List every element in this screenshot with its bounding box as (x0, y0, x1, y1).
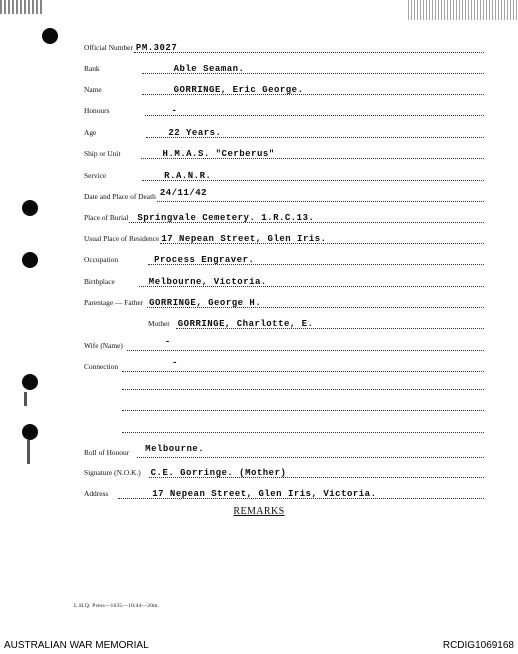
field-label: Rank (84, 64, 100, 73)
field-label: Occupation (84, 255, 119, 264)
scan-artifact-top-left (0, 0, 44, 14)
punch-hole-icon (22, 252, 38, 268)
field-value: Able Seaman. (173, 64, 245, 74)
field-label: Connection (84, 362, 119, 371)
field-label: Wife (Name) (84, 341, 123, 350)
field-value: - (171, 106, 178, 116)
field-value: Melbourne. (145, 444, 205, 454)
field-value: Springvale Cemetery. 1.R.C.13. (137, 213, 315, 223)
field-label: Birthplace (84, 277, 115, 286)
field-occupation (84, 252, 484, 265)
field-official-number (84, 40, 484, 53)
punch-hole-icon (22, 424, 38, 440)
field-rank (84, 61, 484, 74)
field-signature-nok (84, 465, 484, 478)
field-wife-name (84, 338, 484, 351)
field-address (84, 486, 484, 499)
scan-artifact-top-right (408, 0, 518, 20)
field-label: Date and Place of Death (84, 192, 156, 201)
field-age (84, 125, 484, 138)
field-label: Age (84, 128, 97, 137)
field-label: Ship or Unit (84, 149, 121, 158)
field-value: GORRINGE, Eric George. (173, 85, 304, 95)
blank-line (122, 389, 484, 390)
field-value: 17 Nepean Street, Glen Iris, Victoria. (152, 489, 377, 499)
field-name (84, 82, 484, 95)
field-place-of-burial (84, 210, 484, 223)
field-label: Name (84, 85, 102, 94)
field-label: Parentage — Father (84, 298, 144, 307)
field-value: C.E. Gorringe. (Mother) (150, 468, 287, 478)
field-label: Signature (N.O.K.) (84, 468, 141, 477)
blank-line (122, 410, 484, 411)
printer-imprint: L.H.Q. Press—1635—10/44—20m. (74, 603, 160, 609)
field-father (84, 295, 484, 308)
field-birthplace (84, 274, 484, 287)
field-label: Honours (84, 106, 110, 115)
field-value: - (172, 358, 178, 368)
punch-hole-icon (22, 200, 38, 216)
punch-hole-icon (22, 374, 38, 390)
field-value: GORRINGE, George H. (149, 298, 262, 308)
field-label: Official Number (84, 43, 133, 52)
field-label: Usual Place of Residence (84, 234, 160, 243)
field-value: R.A.N.R. (164, 171, 212, 181)
binder-mark (24, 392, 27, 406)
footer-record-id: RCDIG1069168 (442, 640, 514, 651)
field-value: PM.3027 (135, 43, 178, 53)
field-usual-residence (84, 231, 484, 244)
field-label: Place of Burial (84, 213, 129, 222)
blank-line (122, 432, 484, 433)
field-value: 24/11/42 (159, 188, 208, 198)
field-value: 17 Nepean Street, Glen Iris. (161, 234, 327, 244)
footer-institution: AUSTRALIAN WAR MEMORIAL (4, 640, 149, 651)
field-value: Melbourne, Victoria. (148, 277, 267, 287)
field-label: Roll of Honour (84, 448, 130, 457)
binder-mark (27, 440, 30, 464)
field-service (84, 168, 484, 181)
field-ship-or-unit (84, 146, 484, 159)
field-value: 22 Years. (168, 128, 222, 138)
field-label: Mother (148, 319, 170, 328)
field-value: - (164, 337, 171, 347)
field-mother (148, 316, 484, 329)
field-connection (84, 359, 484, 372)
field-date-place-death (84, 189, 484, 202)
field-honours (84, 103, 484, 116)
field-label: Service (84, 171, 107, 180)
field-value: Process Engraver. (154, 255, 255, 265)
field-value: GORRINGE, Charlotte, E. (177, 319, 314, 329)
field-label: Address (84, 489, 109, 498)
remarks-heading: REMARKS (233, 506, 285, 517)
archive-footer (0, 637, 518, 654)
field-roll-of-honour (84, 445, 484, 458)
field-value: H.M.A.S. "Cerberus" (162, 149, 275, 159)
punch-hole-icon (42, 28, 58, 44)
